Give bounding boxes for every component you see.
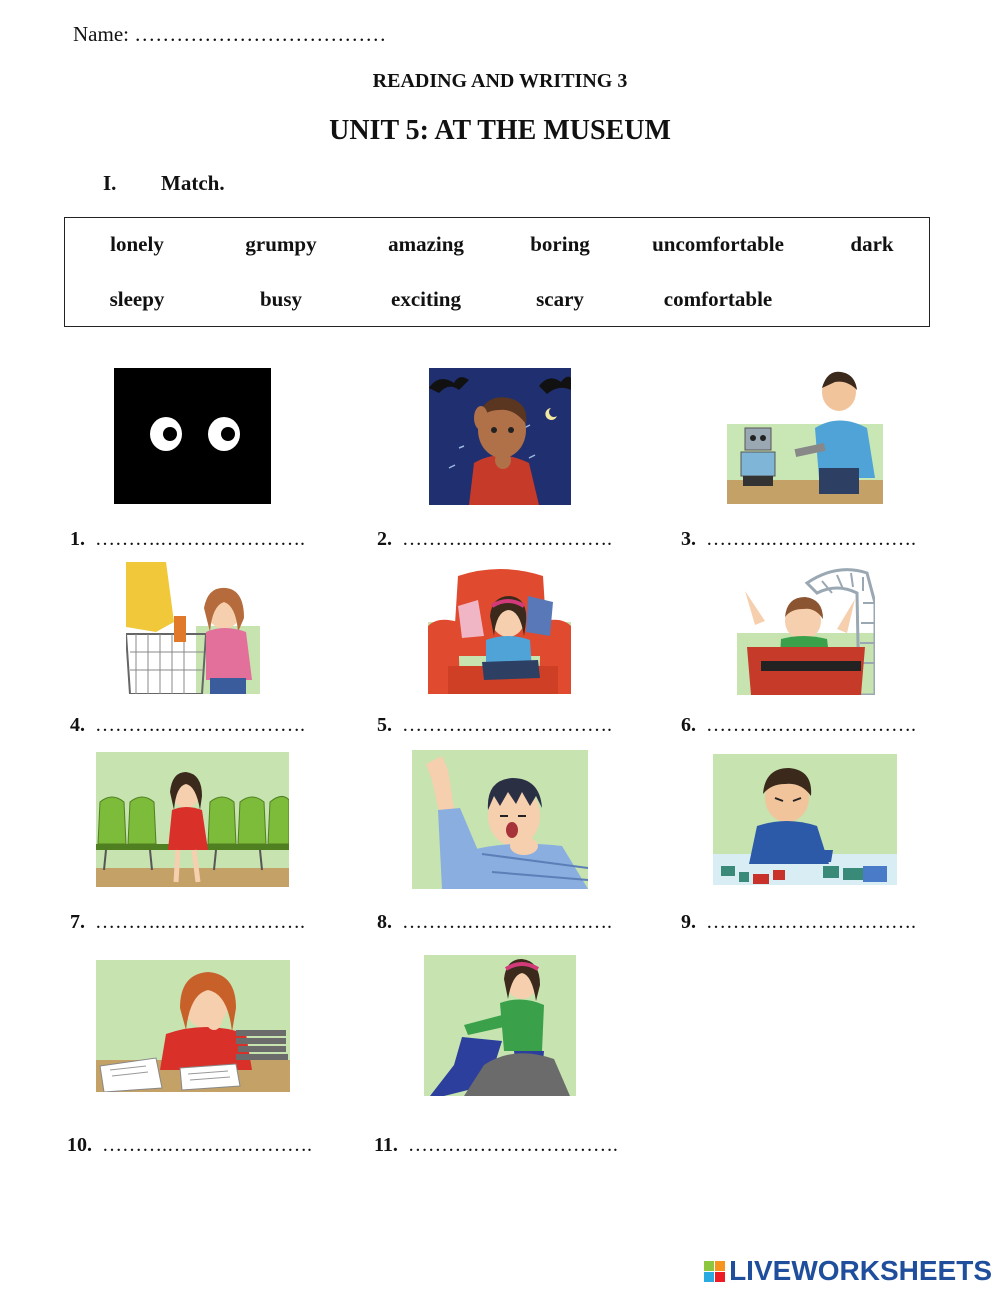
eyes-in-dark-picture [114, 368, 271, 504]
answer-line[interactable] [377, 528, 612, 551]
answer-blank[interactable]: ……….…………………. [402, 528, 612, 550]
girl-armchair-picture [428, 566, 571, 694]
boy-with-robot-picture [727, 368, 883, 504]
item-number: 11. [374, 1134, 398, 1156]
logo-text: LIVEWORKSHEETS [729, 1255, 992, 1286]
item-number: 9. [681, 911, 696, 933]
logo-block [715, 1261, 725, 1271]
word-bank-item: exciting [391, 287, 461, 311]
answer-line[interactable] [377, 714, 612, 737]
answer-line[interactable] [374, 1134, 618, 1157]
section-instruction: Match. [161, 171, 225, 195]
answer-blank[interactable]: ……….…………………. [706, 528, 916, 550]
answer-blank[interactable]: ……….…………………. [102, 1134, 312, 1156]
answer-blank[interactable]: ……….…………………. [95, 714, 305, 736]
answer-blank[interactable]: ……….…………………. [706, 911, 916, 933]
answer-blank[interactable]: ……….…………………. [402, 911, 612, 933]
answer-blank[interactable]: ……….…………………. [402, 714, 612, 736]
scared-boy-night-picture [429, 368, 571, 505]
word-bank-item: busy [259, 287, 303, 311]
item-number: 2. [377, 528, 392, 550]
logo-block [704, 1272, 714, 1282]
item-number: 10. [67, 1134, 92, 1156]
word-bank-item: boring [530, 232, 590, 256]
girl-shopping-cart-picture [126, 562, 260, 694]
page-title: UNIT 5: AT THE MUSEUM [329, 115, 671, 146]
word-bank-item: lonely [110, 232, 164, 256]
word-bank [64, 217, 930, 327]
girl-sitting-rock-picture [424, 955, 576, 1096]
boy-yawning-picture [412, 750, 588, 889]
word-bank-item: scary [536, 287, 584, 311]
logo-block [704, 1261, 714, 1271]
item-number: 6. [681, 714, 696, 736]
answer-line[interactable] [681, 911, 916, 934]
item-number: 1. [70, 528, 85, 550]
answer-line[interactable] [681, 714, 916, 737]
word-bank-item: amazing [388, 232, 464, 256]
word-bank-item: grumpy [245, 232, 317, 256]
item-number: 8. [377, 911, 392, 933]
section-number: I. [103, 171, 117, 195]
answer-line[interactable] [681, 528, 916, 551]
woman-paperwork-picture [96, 960, 290, 1092]
girl-alone-chairs-picture [96, 752, 289, 887]
item-number: 7. [70, 911, 85, 933]
word-bank-item: sleepy [109, 287, 165, 311]
word-bank-item: dark [850, 232, 894, 256]
boy-puzzle-picture [713, 754, 897, 885]
answer-line[interactable] [70, 714, 305, 737]
answer-blank[interactable]: ……….…………………. [95, 911, 305, 933]
answer-line[interactable] [377, 911, 612, 934]
logo-blocks-icon [704, 1261, 725, 1282]
section-heading [103, 171, 225, 196]
boy-rollercoaster-picture [737, 563, 875, 695]
liveworksheets-logo [704, 1252, 992, 1290]
word-bank-item: comfortable [663, 287, 773, 311]
item-number: 3. [681, 528, 696, 550]
answer-line[interactable] [67, 1134, 312, 1157]
item-number: 4. [70, 714, 85, 736]
item-number: 5. [377, 714, 392, 736]
worksheet-subtitle: READING AND WRITING 3 [372, 70, 628, 92]
answer-blank[interactable]: ……….…………………. [407, 1134, 618, 1156]
word-bank-item: uncomfortable [652, 232, 784, 256]
answer-blank[interactable]: ……….…………………. [706, 714, 916, 736]
logo-block [715, 1272, 725, 1282]
answer-blank[interactable]: ……….…………………. [95, 528, 305, 550]
name-field-label: Name: ……………………………… [73, 22, 387, 46]
answer-line[interactable] [70, 528, 305, 551]
answer-line[interactable] [70, 911, 305, 934]
